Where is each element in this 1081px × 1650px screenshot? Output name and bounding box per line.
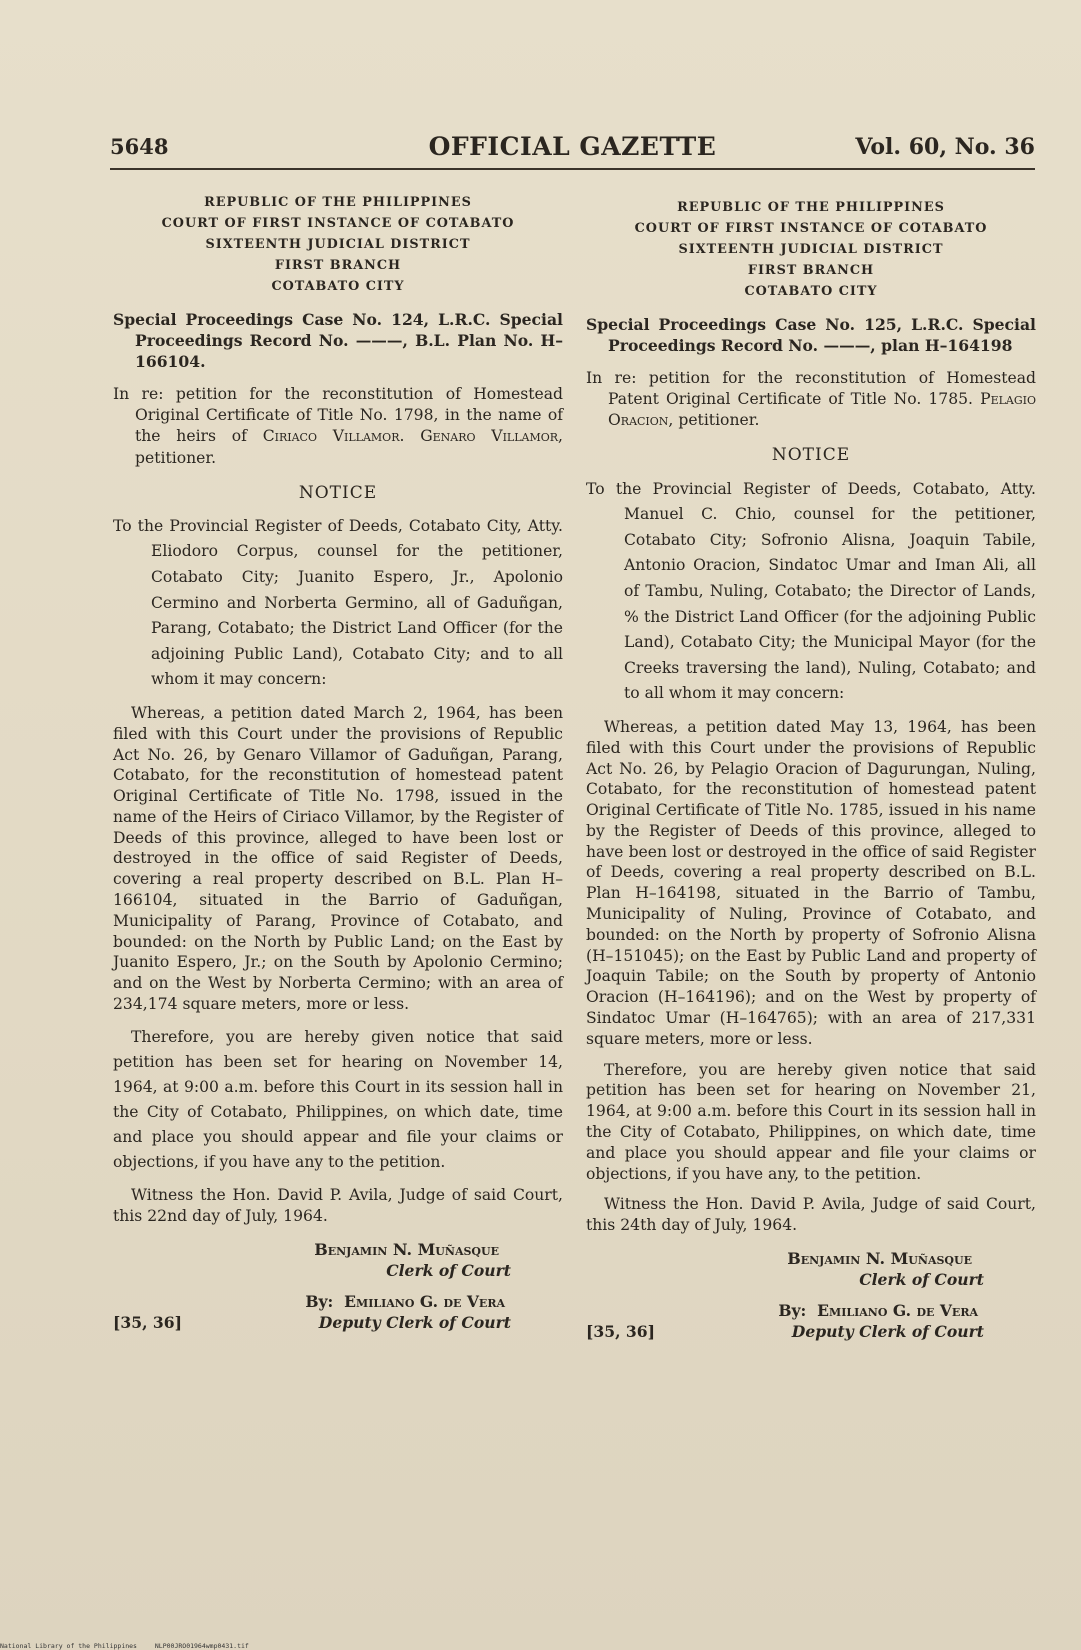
court-line: COTABATO CITY <box>271 279 405 294</box>
witness-paragraph: Witness the Hon. David P. Avila, Judge of said Court, this 24th day of July, 1964. <box>586 1195 1036 1235</box>
addressees: To the Provincial Register of Deeds, Cotabato City, Atty. Eliodoro Corpus, counsel for the petitioner, Cotabato City; Juanito Espero, Jr., Apolonio Cermino and Norberta Germino, all of Gaduñgan, Parang, Cotabato; the District Land Officer (for the adjoining Public Land), Cotabato City; and to all whom it may concern: <box>113 516 563 689</box>
in-re <box>113 384 563 468</box>
whereas-paragraph: Whereas, a petition dated March 2, 1964, has been filed with this Court under the provisions of Republic Act No. 26, by Genaro Villamor of Gaduñgan, Parang, Cotabato, for the reconstitution of homestead patent Original Certificate of Title No. 1798, issued in the name of the Heirs of Ciriaco Villamor, by the Register of Deeds of this province, alleged to have been lost or destroyed in the office of said Register of Deeds, covering a real property described on B.L. Plan H–166104, situated in the Barrio of Gaduñgan, Municipality of Parang, Province of Cotabato, and bounded: on the North by Public Land; on the East by Juanito Espero, Jr.; on the South by Apolonio Cermino; and on the West by Norberta Cermino; with an area of 234,174 square meters, more or less. <box>113 703 563 1014</box>
by-label: By: <box>778 1301 807 1321</box>
right-notice <box>586 197 1036 1342</box>
deputy-name: Emiliano G. de Vera <box>344 1292 505 1312</box>
deputy-title: Deputy Clerk of Court <box>318 1313 511 1333</box>
signature-block <box>113 1239 563 1333</box>
petitioner-name: Pelagio Oracion, <box>608 390 1036 430</box>
court-line: SIXTEENTH JUDICIAL DISTRICT <box>205 237 471 252</box>
issue-reference: [35, 36] <box>113 1313 183 1333</box>
page-number: 5648 <box>110 134 169 159</box>
witness-paragraph: Witness the Hon. David P. Avila, Judge of said Court, this 22nd day of July, 1964. <box>113 1185 563 1225</box>
left-notice <box>113 192 563 1333</box>
court-line: REPUBLIC OF THE PHILIPPINES <box>677 200 945 215</box>
clerk-name: Benjamin N. Muñasque <box>787 1249 972 1269</box>
case-caption: Special Proceedings Case No. 124, L.R.C. Special Proceedings Record No. ———, B.L. Plan No. H–166104. <box>113 310 563 372</box>
court-line: COTABATO CITY <box>744 284 878 299</box>
page-header <box>110 130 1035 164</box>
in-re-suffix: petitioner. <box>135 448 217 467</box>
clerk-name: Benjamin N. Muñasque <box>314 1240 499 1260</box>
signature-block <box>586 1248 1036 1342</box>
addressees: To the Provincial Register of Deeds, Cotabato, Atty. Manuel C. Chio, counsel for the petitioner, Cotabato City; Sofronio Alisna, Joaquin Tabile, Antonio Oracion, Sindatoc Umar and Iman Ali, all of Tambu, Nuling, Cotabato; the Director of Lands, % the District Land Officer (for the adjoining Public Land), Cotabato City; the Municipal Mayor (for the Creeks traversing the land), Nuling, Cotabato; and to all whom it may concern: <box>586 479 1036 703</box>
in-re-text: In re: petition for the reconstitution of Homestead Original Certificate of Title No. 1798, in the name of the heirs of <box>113 385 563 446</box>
deputy-line <box>778 1300 978 1321</box>
by-label: By: <box>305 1292 334 1312</box>
volume-label: Vol. 60, No. 36 <box>855 134 1035 160</box>
publication-title: OFFICIAL GAZETTE <box>428 132 717 161</box>
therefore-paragraph: Therefore, you are hereby given notice that said petition has been set for hearing on November 14, 1964, at 9:00 a.m. before this Court in its session hall in the City of Cotabato, Philippines, on which date, time and place you should appear and file your claims or objections, if you have any to the petition. <box>113 1027 563 1171</box>
in-re <box>586 368 1036 431</box>
clerk-title: Clerk of Court <box>386 1261 511 1281</box>
library-credit: National Library of the Philippines <box>0 1642 137 1650</box>
deputy-name: Emiliano G. de Vera <box>817 1301 978 1321</box>
court-line: COURT OF FIRST INSTANCE OF COTABATO <box>161 216 515 231</box>
petitioner-name: Ciriaco Villamor. Genaro Villamor, <box>262 427 563 446</box>
therefore-paragraph: Therefore, you are hereby given notice that said petition has been set for hearing on November 21, 1964, at 9:00 a.m. before this Court in its session hall in the City of Cotabato, Philippines, on which date, time and place you should appear and file your claims or objections, if you have any, to the petition. <box>586 1060 1036 1183</box>
court-line: SIXTEENTH JUDICIAL DISTRICT <box>678 242 944 257</box>
court-line: COURT OF FIRST INSTANCE OF COTABATO <box>634 221 988 236</box>
notice-heading: NOTICE <box>771 445 851 466</box>
scan-filename: NLP00JRO01964wmp0431.tif <box>154 1642 249 1650</box>
in-re-text: In re: petition for the reconstitution of Homestead Patent Original Certificate of Title No. 1785. <box>586 369 1036 409</box>
court-heading <box>113 192 563 297</box>
court-heading <box>586 197 1036 302</box>
whereas-paragraph: Whereas, a petition dated May 13, 1964, has been filed with this Court under the provisions of Republic Act No. 26, by Pelagio Oracion of Dagurungan, Nuling, Cotabato, for the reconstitution of homestead patent Original Certificate of Title No. 1785, issued in his name by the Register of Deeds of this province, alleged to have been lost or destroyed in the office of said Register of Deeds, covering a real property described on B.L. Plan H–164198, situated in the Barrio of Tambu, Municipality of Nuling, Province of Cotabato, and bounded: on the North by property of Sofronio Alisna (H–151045); on the East by Public Land and property of Joaquin Tabile; on the South by property of Antonio Oracion (H–164196); and on the West by property of Sindatoc Umar (H–164765); with an area of 217,331 square meters, more or less. <box>586 717 1036 1048</box>
scan-footer <box>0 1642 263 1650</box>
court-line: REPUBLIC OF THE PHILIPPINES <box>204 195 472 210</box>
court-line: FIRST BRANCH <box>747 263 875 278</box>
notice-heading: NOTICE <box>298 482 378 503</box>
court-line: FIRST BRANCH <box>274 258 402 273</box>
case-caption: Special Proceedings Case No. 125, L.R.C. Special Proceedings Record No. ———, plan H–164198 <box>586 315 1036 356</box>
in-re-suffix: petitioner. <box>678 411 760 430</box>
deputy-line <box>305 1291 505 1312</box>
deputy-title: Deputy Clerk of Court <box>791 1322 984 1342</box>
issue-reference: [35, 36] <box>586 1322 656 1342</box>
clerk-title: Clerk of Court <box>859 1270 984 1290</box>
header-rule <box>110 168 1035 170</box>
